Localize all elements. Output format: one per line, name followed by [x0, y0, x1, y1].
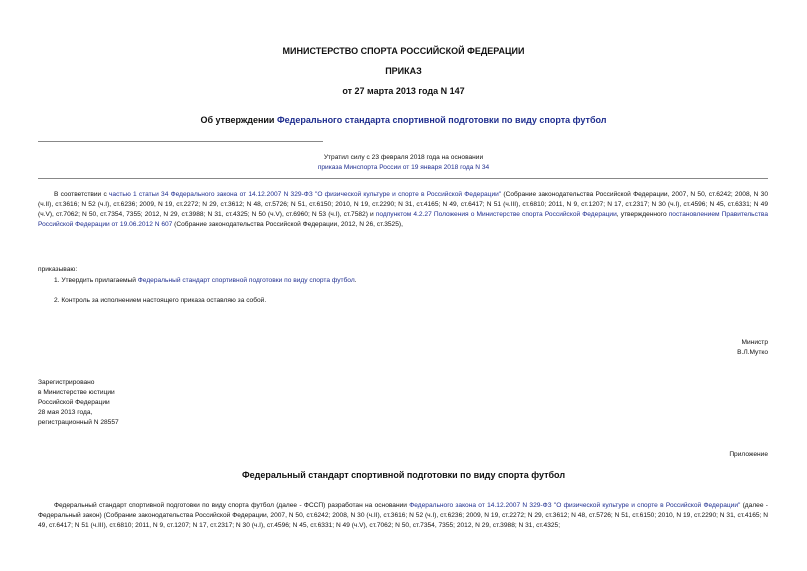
order-item-1-suffix: . — [354, 277, 357, 284]
registration-line-5: регистрационный N 28557 — [38, 419, 119, 426]
appendix-label: Приложение — [729, 451, 768, 458]
registration-block — [38, 378, 119, 428]
revocation-divider — [38, 178, 768, 179]
appendix-paragraph — [38, 501, 768, 531]
registration-line-2: в Министерстве юстиции — [38, 389, 115, 396]
registration-line-1: Зарегистрировано — [38, 379, 95, 386]
preamble-text-2: (Собрание законодательства Российской Федерации, 2007, N 50, ст.6242; 2008, N 30 (ч.II), ст.3616; N 52 (ч.I), ст.6236; 2009, N 19, ст.2272; N 29, ст.3612; N 48, ст.5726; N 51, ст.6150; 2010, N 19, ст.2290; N 31, ст.4165; N 49, ст.6417; N 51 (ч.III), ст.6810; 2011, N 9, ст.1207; N 17, ст.2317; N 30 (ч.I), ст.4596; N 45, ст.6331; N 49 (ч.V), ст.7062; N 50, ст.7354, 7355; 2012, N 29, ст.3988; N 31, ст.4325; N 50 (ч.V), ст.6960; N 53 (ч.I), ст.7582) и — [38, 191, 768, 218]
ministry-heading: МИНИСТЕРСТВО СПОРТА РОССИЙСКОЙ ФЕДЕРАЦИИ — [282, 46, 525, 56]
order-item-1-prefix: 1. Утвердить прилагаемый — [54, 277, 138, 284]
appendix-title: Федеральный стандарт спортивной подготовки по виду спорта футбол — [241, 470, 566, 480]
registration-line-4: 28 мая 2013 года, — [38, 409, 93, 416]
preamble-paragraph — [38, 190, 768, 230]
appendix-text-2: (далее - Федеральный закон) (Собрание законодательства Российской Федерации, 2007, N 50, ст.6242; 2008, N 30 (ч.II), ст.3616; N 52 (ч.I), ст.6236; 2009, N 19, ст.2272; N 29, ст.3612; N 48, ст.5726; N 51, ст.6150; 2010, N 19, ст.2290; N 31, ст.4165; N 49, ст.6417; N 51 (ч.III), ст.6810; 2011, N 9, ст.1207; N 17, ст.2317; N 30 (ч.I), ст.4596; N 45, ст.6331; N 49 (ч.V), ст.7062; N 50, ст.7354, 7355; 2012, N 29, ст.3988; N 31, ст.4325; — [38, 502, 768, 529]
revocation-line1: Утратил силу с 23 февраля 2018 года на основании — [323, 154, 484, 161]
order-title-prefix: Об утверждении — [200, 115, 277, 125]
preamble-text-4: (Собрание законодательства Российской Федерации, 2012, N 26, ст.3525), — [172, 221, 403, 228]
standard-link[interactable]: Федеральный стандарт спортивной подготовки по виду спорта футбол — [137, 277, 355, 284]
standard-title-link[interactable]: Федерального стандарта спортивной подготовки по виду спорта футбол — [276, 115, 607, 125]
regulation-subclause-link[interactable]: подпунктом 4.2.27 Положения о Министерстве спорта Российской Федерации — [375, 211, 617, 218]
signature-block — [600, 338, 768, 358]
government-decree-link[interactable]: постановлением Правительства Российской Федерации от 19.06.2012 N 607 — [38, 211, 769, 228]
appendix-text-1: Федеральный стандарт спортивной подготовки по виду спорта футбол (далее - ФССП) разработан на основании — [54, 502, 410, 509]
order-item-2: 2. Контроль за исполнением настоящего приказа оставляю за собой. — [54, 297, 267, 304]
appendix-law-link[interactable]: Федерального закона от 14.12.2007 N 329-ФЗ "О физической культуре и спорте в Российской Федерации" — [409, 502, 741, 509]
revocation-order-link[interactable]: приказа Минспорта России от 19 января 2018 года N 34 — [317, 164, 490, 171]
signatory-position: Министр — [741, 339, 768, 346]
order-item-1 — [54, 276, 357, 286]
registration-line-3: Российской Федерации — [38, 399, 110, 406]
order-title — [0, 115, 807, 125]
signatory-name: В.Л.Мутко — [737, 349, 768, 356]
top-divider — [38, 141, 323, 142]
preamble-text-1: В соответствии с — [54, 191, 109, 198]
date-number-heading: от 27 марта 2013 года N 147 — [342, 86, 465, 96]
order-intro: приказываю: — [38, 266, 78, 273]
preamble-text-3: , утвержденного — [616, 211, 669, 218]
law-329fz-link[interactable]: частью 1 статьи 34 Федерального закона от 14.12.2007 N 329-ФЗ "О физической культуре и спорте в Российской Федерации" — [108, 191, 502, 198]
doc-type-heading: ПРИКАЗ — [385, 66, 422, 76]
revocation-note — [0, 153, 807, 173]
